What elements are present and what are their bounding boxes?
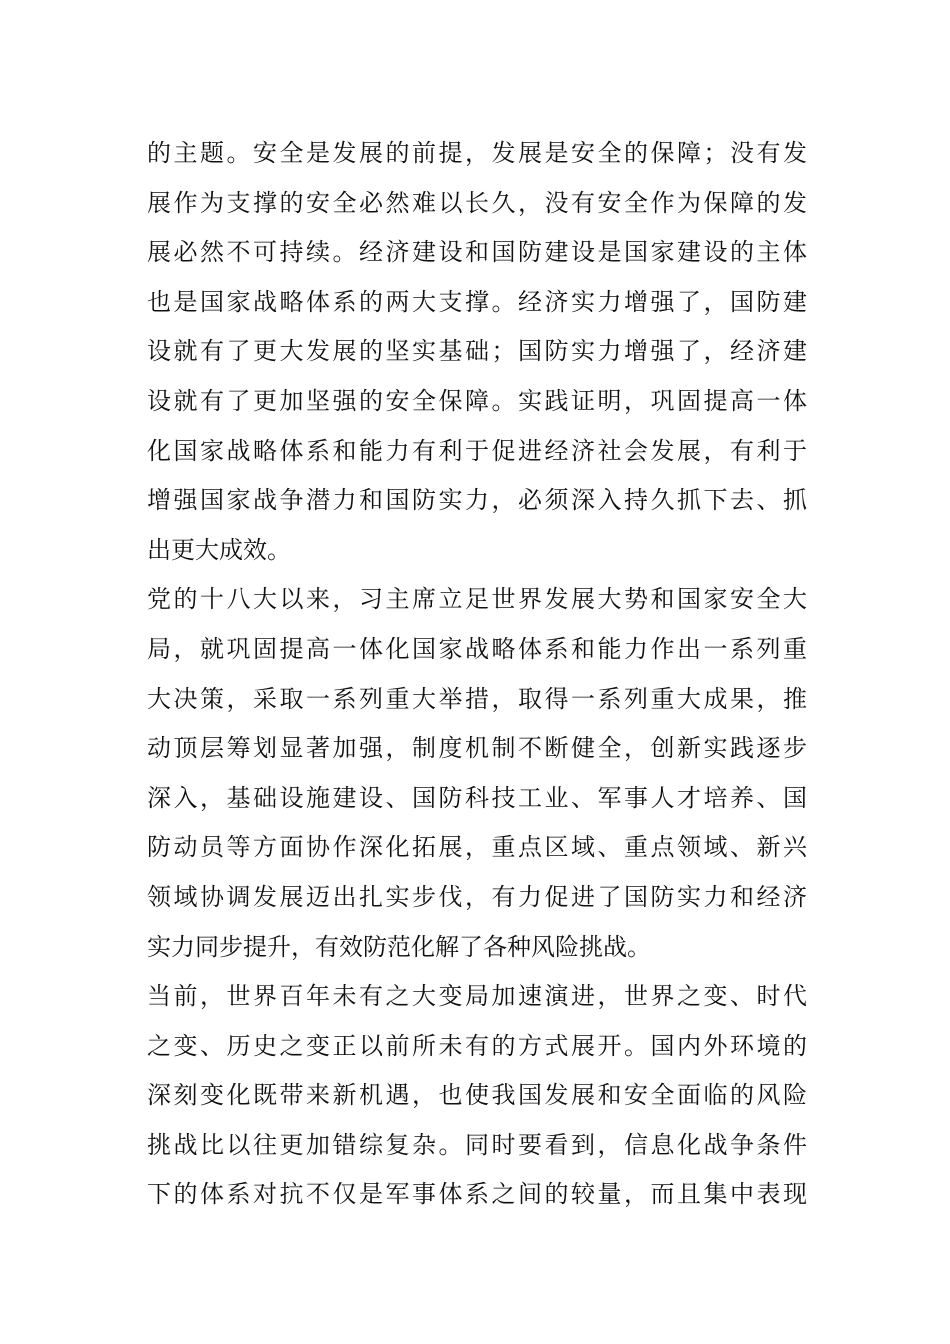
text-line: 展必然不可持续。经济建设和国防建设是国家建设的主体 bbox=[147, 238, 807, 267]
text-line: 也是国家战略体系的两大支撑。经济实力增强了，国防建 bbox=[147, 287, 807, 316]
document-body bbox=[147, 129, 807, 1220]
paragraph-1 bbox=[147, 129, 807, 575]
text-line: 之变、历史之变正以前所未有的方式展开。国内外环境的 bbox=[147, 1031, 807, 1060]
text-line: 当前，世界百年未有之大变局加速演进，世界之变、时代 bbox=[147, 982, 807, 1011]
text-line: 出更大成效。 bbox=[147, 535, 291, 564]
text-line: 下的体系对抗不仅是军事体系之间的较量，而且集中表现 bbox=[147, 1180, 807, 1209]
text-line: 设就有了更加坚强的安全保障。实践证明，巩固提高一体 bbox=[147, 386, 807, 415]
text-line: 设就有了更大发展的坚实基础；国防实力增强了，经济建 bbox=[147, 337, 807, 366]
text-line: 动顶层筹划显著加强，制度机制不断健全，创新实践逐步 bbox=[147, 734, 807, 763]
text-line: 展作为支撑的安全必然难以长久，没有安全作为保障的发 bbox=[147, 188, 807, 217]
text-line: 实力同步提升，有效防范化解了各种风险挑战。 bbox=[147, 932, 651, 961]
paragraph-3 bbox=[147, 972, 807, 1220]
text-line: 挑战比以往更加错综复杂。同时要看到，信息化战争条件 bbox=[147, 1130, 807, 1159]
paragraph-2 bbox=[147, 575, 807, 972]
text-line: 局，就巩固提高一体化国家战略体系和能力作出一系列重 bbox=[147, 634, 807, 663]
text-line: 增强国家战争潜力和国防实力，必须深入持久抓下去、抓 bbox=[147, 486, 807, 515]
text-line: 大决策，采取一系列重大举措，取得一系列重大成果，推 bbox=[147, 684, 807, 713]
text-line: 党的十八大以来，习主席立足世界发展大势和国家安全大 bbox=[147, 585, 807, 614]
text-line: 的主题。安全是发展的前提，发展是安全的保障；没有发 bbox=[147, 139, 807, 167]
text-line: 深入，基础设施建设、国防科技工业、军事人才培养、国 bbox=[147, 783, 807, 812]
text-line: 深刻变化既带来新机遇，也使我国发展和安全面临的风险 bbox=[147, 1081, 807, 1110]
text-line: 防动员等方面协作深化拓展，重点区域、重点领域、新兴 bbox=[147, 833, 807, 862]
text-line: 领域协调发展迈出扎实步伐，有力促进了国防实力和经济 bbox=[147, 882, 807, 911]
text-line: 化国家战略体系和能力有利于促进经济社会发展，有利于 bbox=[147, 436, 807, 465]
